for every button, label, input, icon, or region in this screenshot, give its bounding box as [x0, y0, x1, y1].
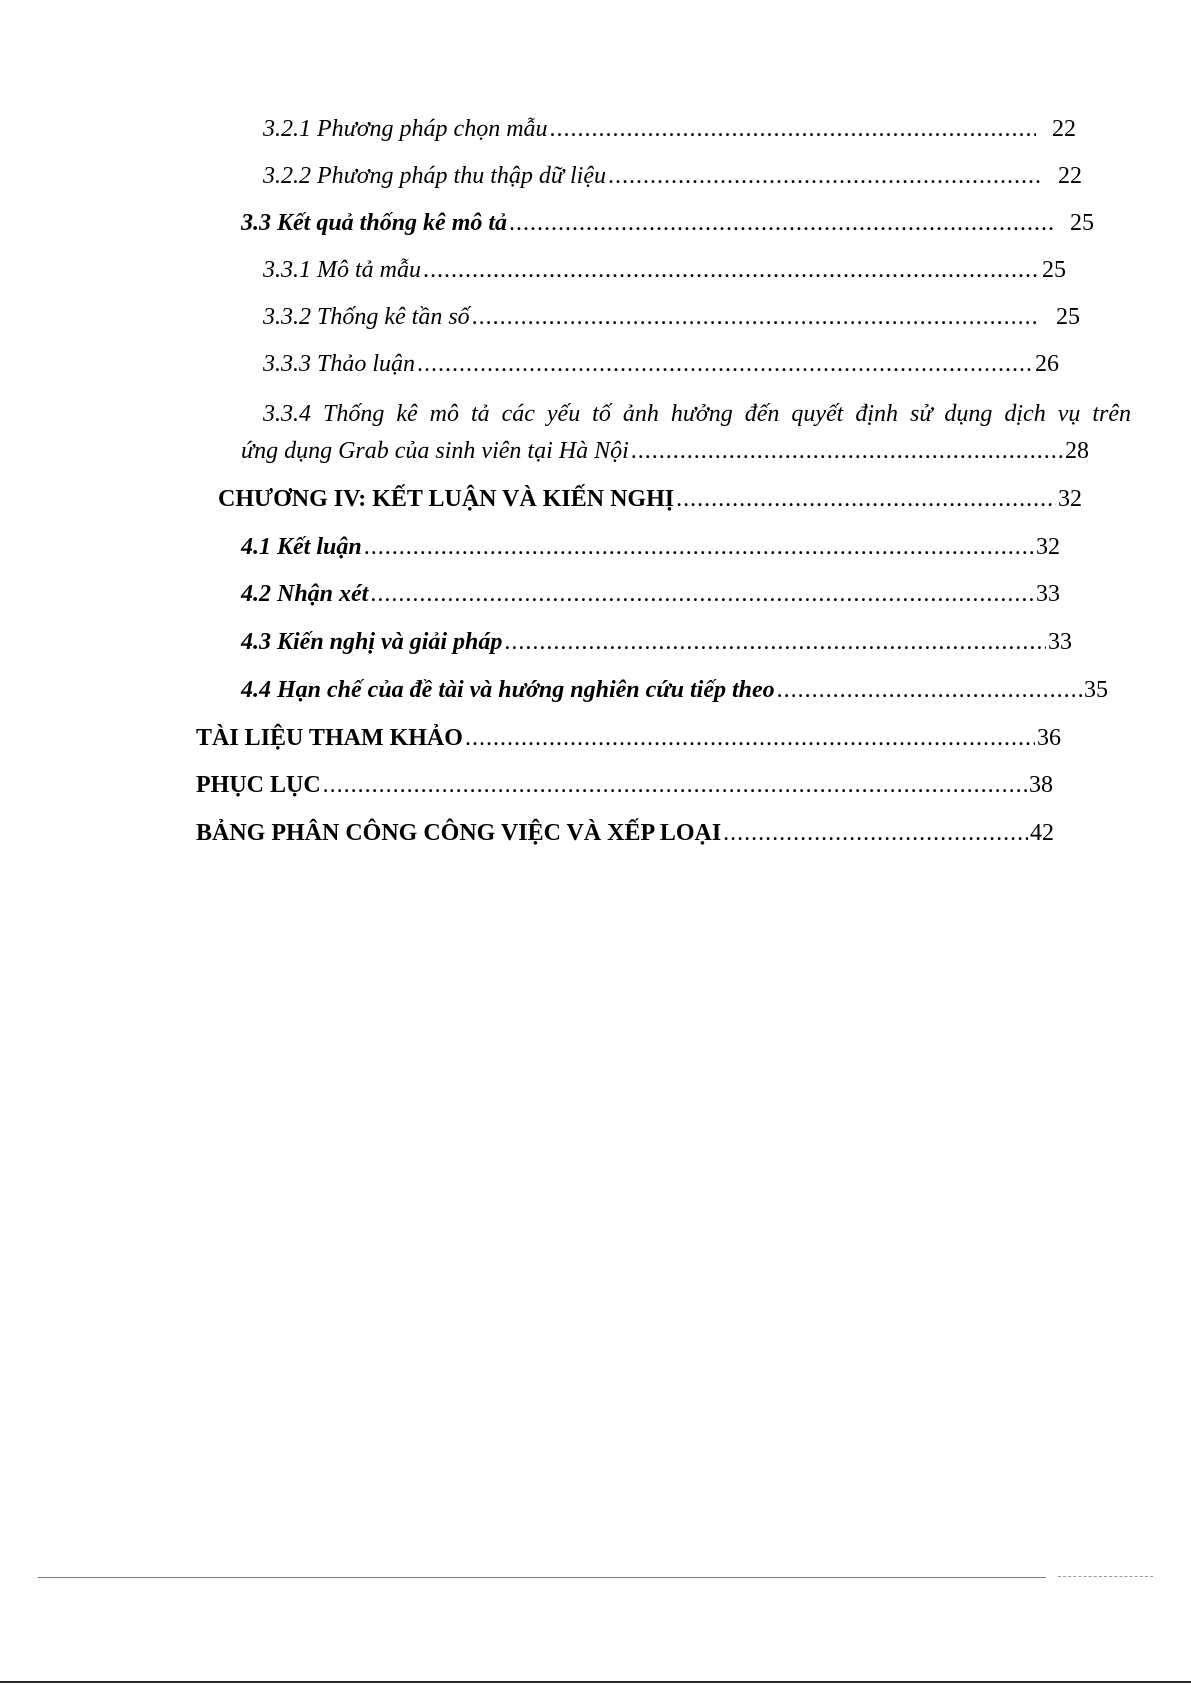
- toc-entry-3-3-1[interactable]: [263, 255, 1066, 285]
- toc-entry-title: CHƯƠNG IV: KẾT LUẬN VÀ KIẾN NGHỊ: [218, 486, 675, 512]
- toc-entry-title: 3.2.1 Phương pháp chọn mẫu: [263, 116, 548, 142]
- toc-entry-4-4[interactable]: [241, 675, 1108, 705]
- toc-entry-3-3-4-continuation[interactable]: [241, 436, 1089, 466]
- dot-leader: [676, 484, 1056, 514]
- toc-entry-3-3-4[interactable]: [263, 399, 1131, 429]
- toc-page-number: 22: [1052, 116, 1076, 142]
- toc-entry-title-line1: 3.3.4 Thống kê mô tả các yếu tố ảnh hưởng đến quyết định sử dụng dịch vụ trên: [263, 401, 1131, 427]
- toc-entry-title: 4.2 Nhận xét: [241, 581, 369, 607]
- footer-divider-tail: [1058, 1576, 1153, 1577]
- toc-entry-title: TÀI LIỆU THAM KHẢO: [196, 725, 463, 751]
- toc-entry-4-1[interactable]: [241, 532, 1060, 562]
- toc-entry-title: 3.3.1 Mô tả mẫu: [263, 257, 421, 283]
- dot-leader: [323, 770, 1027, 800]
- toc-page-number: 42: [1030, 820, 1054, 846]
- toc-entry-3-3-2[interactable]: [263, 302, 1080, 332]
- toc-entry-4-3[interactable]: [241, 627, 1072, 657]
- dot-leader: [777, 675, 1082, 705]
- toc-page-number: 28: [1065, 438, 1089, 464]
- dot-leader: [608, 161, 1042, 191]
- dot-leader: [417, 349, 1033, 379]
- dot-leader: [472, 302, 1040, 332]
- dot-leader: [504, 627, 1046, 657]
- toc-page-number: 25: [1070, 210, 1094, 236]
- toc-page-number: 35: [1084, 677, 1108, 703]
- toc-entry-title-line2: ứng dụng Grab của sinh viên tại Hà Nội: [241, 438, 629, 464]
- toc-entry-assignment-table[interactable]: [196, 818, 1054, 848]
- toc-entry-references[interactable]: [196, 723, 1061, 753]
- toc-entry-title: 3.2.2 Phương pháp thu thập dữ liệu: [263, 163, 606, 189]
- dot-leader: [550, 114, 1036, 144]
- toc-page-number: 32: [1058, 486, 1082, 512]
- toc-entry-title: 4.4 Hạn chế của đề tài và hướng nghiên cứu tiếp theo: [241, 677, 775, 703]
- dot-leader: [423, 255, 1040, 285]
- toc-page-number: 22: [1058, 163, 1082, 189]
- page-bottom-edge: [0, 1681, 1191, 1683]
- toc-page-number: 33: [1036, 581, 1060, 607]
- toc-entry-3-2-2[interactable]: [263, 161, 1082, 191]
- toc-entry-title: 3.3.2 Thống kê tần số: [263, 304, 470, 330]
- toc-entry-title: 4.1 Kết luận: [241, 534, 362, 560]
- toc-entry-3-3-3[interactable]: [263, 349, 1059, 379]
- dot-leader: [364, 532, 1034, 562]
- toc-entry-appendix[interactable]: [196, 770, 1053, 800]
- toc-entry-chapter-4[interactable]: [218, 484, 1082, 514]
- dot-leader: [723, 818, 1028, 848]
- toc-entry-4-2[interactable]: [241, 579, 1060, 609]
- toc-entry-title: PHỤC LỤC: [196, 772, 321, 798]
- toc-page-number: 33: [1048, 629, 1072, 655]
- toc-entry-title: 3.3.3 Thảo luận: [263, 351, 416, 377]
- dot-leader: [465, 723, 1035, 753]
- toc-page-number: 25: [1042, 257, 1066, 283]
- toc-page-number: 25: [1056, 304, 1080, 330]
- toc-entry-title: BẢNG PHÂN CÔNG CÔNG VIỆC VÀ XẾP LOẠI: [196, 820, 722, 846]
- footer-divider: [38, 1577, 1046, 1578]
- toc-page-number: 38: [1029, 772, 1053, 798]
- dot-leader: [370, 579, 1034, 609]
- toc-entry-title: 4.3 Kiến nghị và giải pháp: [241, 629, 503, 655]
- toc-entry-3-2-1[interactable]: [263, 114, 1076, 144]
- toc-page-number: 26: [1035, 351, 1059, 377]
- toc-page-number: 36: [1037, 725, 1061, 751]
- dot-leader: [509, 208, 1054, 238]
- toc-page-number: 32: [1036, 534, 1060, 560]
- toc-entry-3-3[interactable]: [241, 208, 1094, 238]
- dot-leader: [631, 436, 1063, 466]
- toc-entry-title: 3.3 Kết quả thống kê mô tả: [241, 210, 508, 236]
